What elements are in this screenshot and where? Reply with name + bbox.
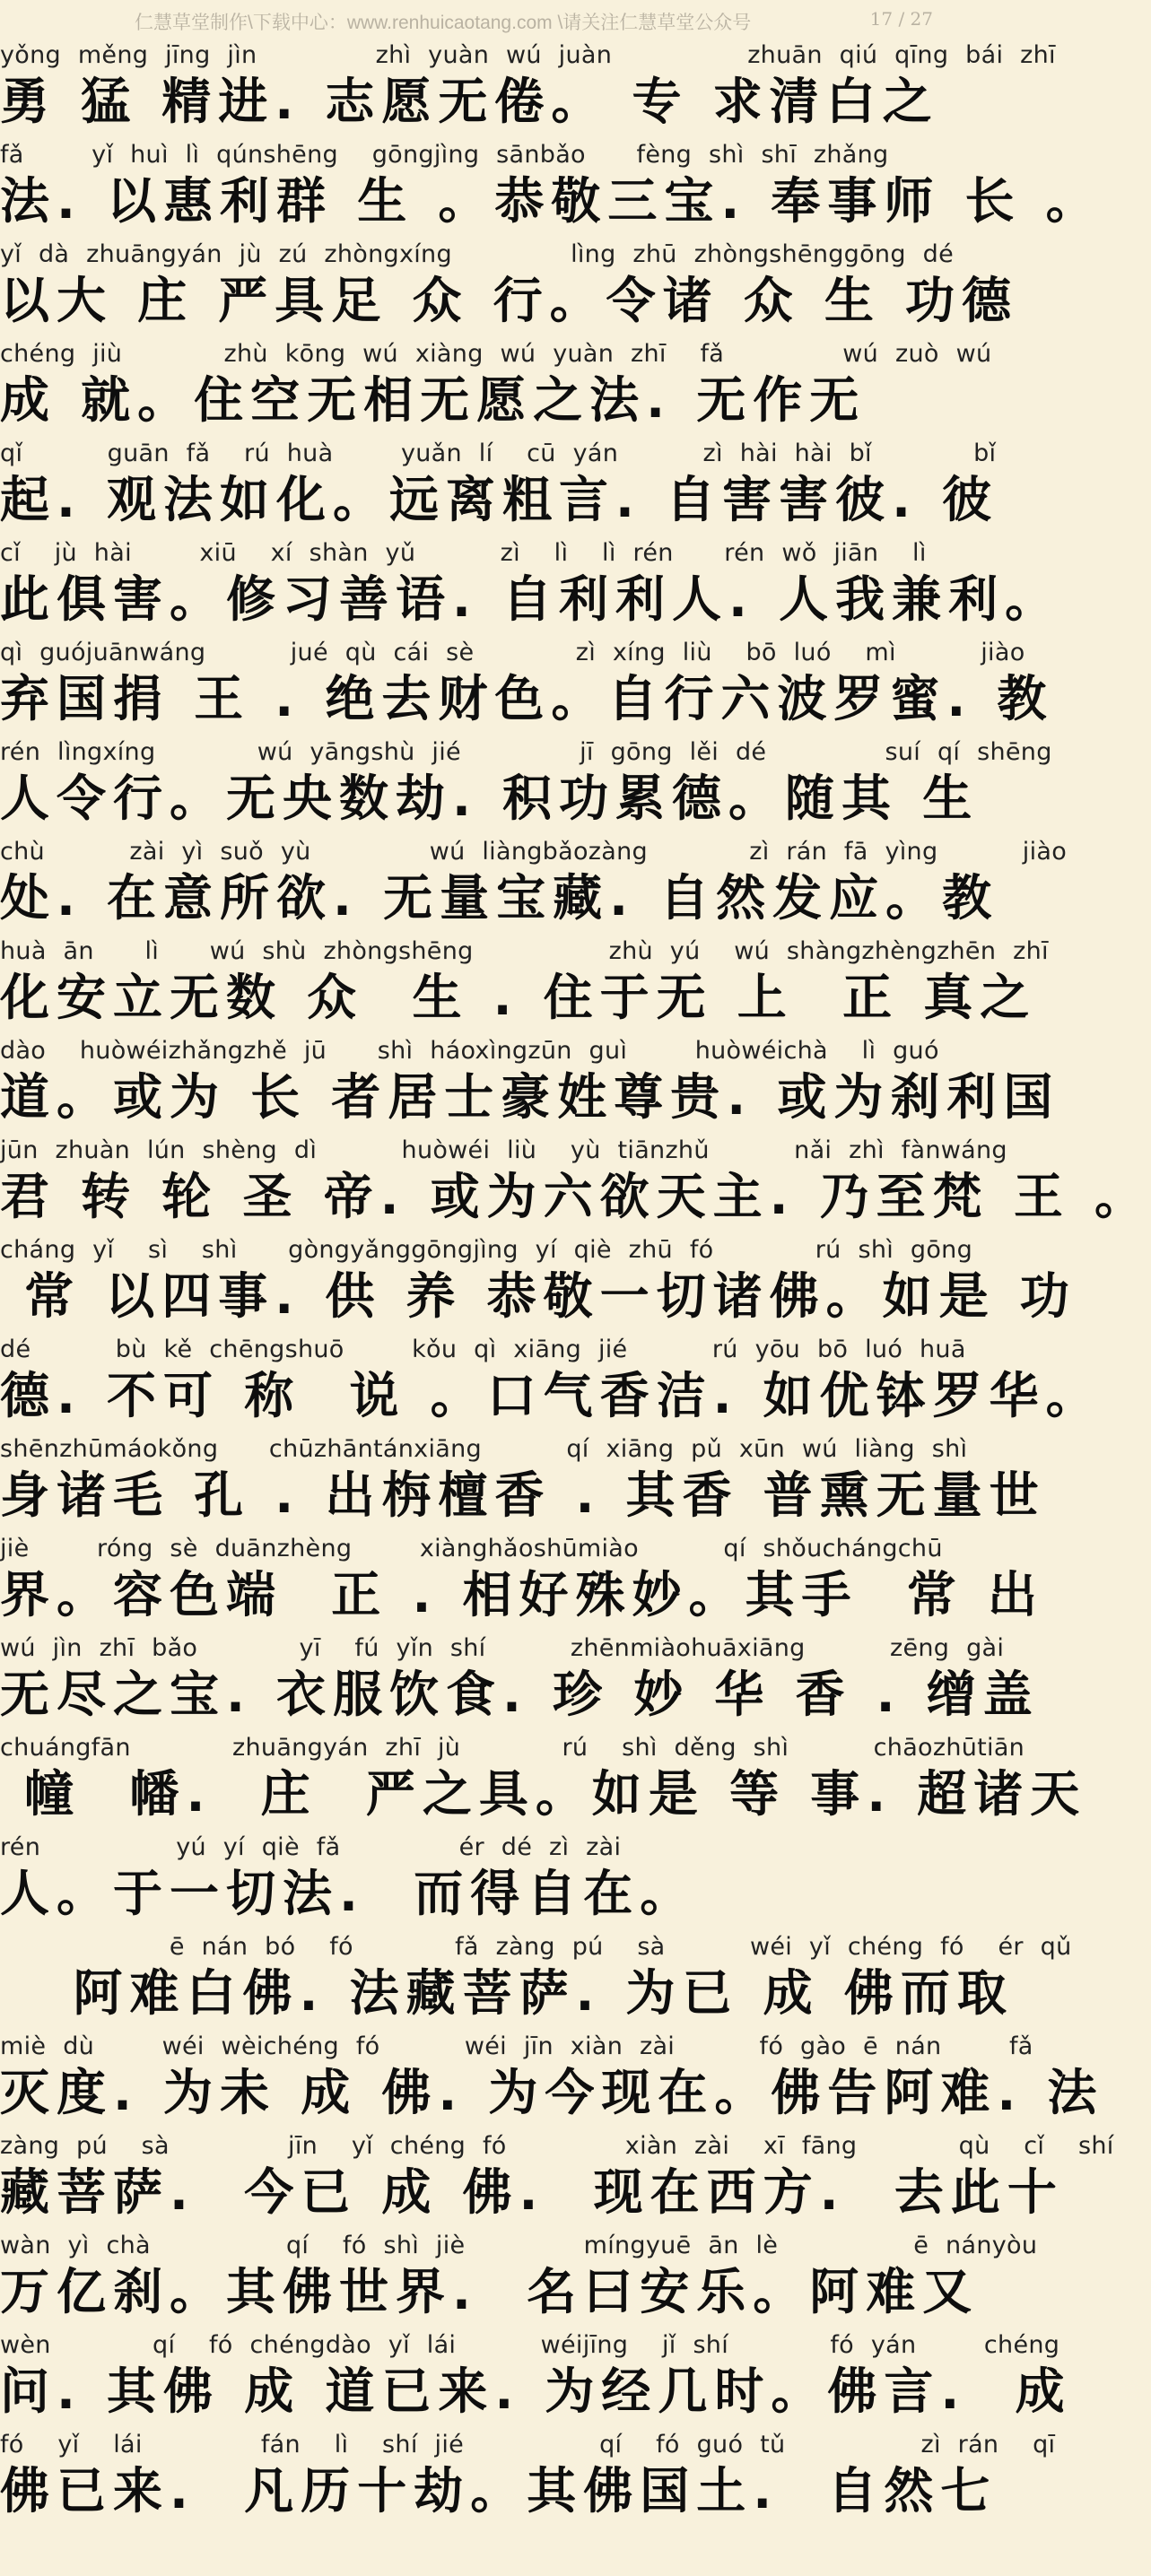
hanzi-line: 人。于一切法. 而得自在。	[0, 1865, 697, 1922]
text-line	[0, 1531, 1044, 1631]
hanzi-line: 法. 以惠利群 生 。恭敬三宝. 奉事师 长 。	[0, 172, 1103, 230]
page-header	[0, 0, 969, 36]
pinyin-line: chuángfān zhuāngyán zhī jù rú shì děng shì chāozhūtiān	[0, 1734, 1025, 1762]
hanzi-line: 勇 猛 精进. 志愿无倦。 专 求清白之	[0, 73, 939, 130]
text-line	[0, 2029, 1104, 2128]
pinyin-line: qì guójuānwáng jué qù cái sè zì xíng liù bō luó mì jiào	[0, 639, 1025, 666]
hanzi-line: 阿难白佛. 法藏菩萨. 为已 成 佛而取	[0, 1964, 1014, 2022]
hanzi-line: 此俱害。修习善语. 自利利人. 人我兼利。	[0, 570, 1062, 628]
text-line	[0, 2228, 1038, 2328]
pinyin-line: jiè róng sè duānzhèng xiànghǎoshūmiào qí shǒuchángchū	[0, 1535, 943, 1562]
pinyin-line: wú jìn zhī bǎo yī fú yǐn shí zhēnmiàohuāxiāng zēng gài	[0, 1634, 1005, 1662]
pinyin-line: cǐ jù hài xiū xí shàn yǔ zì lì lì rén rén wǒ jiān lì	[0, 539, 927, 567]
text-line	[0, 2427, 1056, 2527]
text-line	[0, 934, 1049, 1033]
page-number: 17 / 27	[869, 8, 933, 30]
hanzi-line: 德. 不可 称 说 。口气香洁. 如优钵罗华。	[0, 1367, 1103, 1424]
pinyin-line: dé bù kě chēngshuō kǒu qì xiāng jié rú yōu bō luó huā	[0, 1336, 966, 1363]
pinyin-line: fó yǐ lái fán lì shí jié qí fó guó tǔ zì rán qī	[0, 2431, 1056, 2459]
hanzi-line: 身诸毛 孔 . 出栴檀香 . 其香 普熏无量世	[0, 1466, 1046, 1524]
text-line	[0, 1730, 1087, 1830]
text-line	[0, 735, 1052, 834]
pinyin-line: shēnzhūmáokǒng chūzhāntánxiāng qí xiāng pǔ xūn wú liàng shì	[0, 1435, 968, 1463]
text-line	[0, 436, 999, 535]
pinyin-line: chéng jiù zhù kōng wú xiàng wú yuàn zhī fǎ wú zuò wú	[0, 340, 992, 368]
pinyin-line: rén yú yí qiè fǎ ér dé zì zài	[0, 1833, 622, 1861]
hanzi-line: 无尽之宝. 衣服饮食. 珍 妙 华 香 . 缯盖	[0, 1666, 1040, 1723]
text-line	[0, 2328, 1072, 2427]
pinyin-line: yǐ dà zhuāngyán jù zú zhòngxíng lìng zhū zhòngshēnggōng dé	[0, 240, 955, 268]
text-line	[0, 1232, 1077, 1332]
hanzi-line: 以大 庄 严具足 众 行。令诸 众 生 功德	[0, 272, 1019, 329]
hanzi-line: 处. 在意所欲. 无量宝藏. 自然发应。教	[0, 869, 999, 927]
hanzi-line: 弃国捐 王 . 绝去财色。自行六波罗蜜. 教	[0, 670, 1054, 727]
hanzi-line: 幢 幡. 庄 严之具。如是 等 事. 超诸天	[0, 1765, 1087, 1823]
pinyin-line: huà ān lì wú shù zhòngshēng zhù yú wú shàngzhèngzhēn zhī	[0, 937, 1049, 965]
text-line	[0, 1631, 1040, 1730]
text-line	[0, 38, 1056, 137]
pinyin-line: cháng yǐ sì shì gòngyǎnggōngjìng yí qiè zhū fó rú shì gōng	[0, 1236, 973, 1264]
text-line	[0, 1133, 1151, 1232]
hanzi-line: 化安立无数 众 生 . 住于无 上 正 真之	[0, 969, 1037, 1026]
pinyin-line: jūn zhuàn lún shèng dì huòwéi liù yù tiānzhǔ nǎi zhì fànwáng	[0, 1136, 1007, 1164]
text-line	[0, 1332, 1103, 1432]
text-line	[0, 1432, 1046, 1531]
pinyin-line: wèn qí fó chéngdào yǐ lái wéijīng jǐ shí fó yán chéng	[0, 2331, 1060, 2359]
scripture-text	[0, 38, 1151, 2527]
text-line	[0, 834, 1068, 934]
hanzi-line: 佛已来. 凡历十劫。其佛国土. 自然七	[0, 2462, 998, 2519]
hanzi-line: 起. 观法如化。远离粗言. 自害害彼. 彼	[0, 471, 999, 528]
hanzi-line: 道。或为 长 者居士豪姓尊贵. 或为刹利国	[0, 1068, 1060, 1126]
pinyin-line: fǎ yǐ huì lì qúnshēng gōngjìng sānbǎo fèng shì shī zhǎng	[0, 141, 889, 169]
text-line	[0, 535, 1062, 635]
pinyin-line: chù zài yì suǒ yù wú liàngbǎozàng zì rán fā yìng jiào	[0, 838, 1068, 866]
hanzi-line: 成 就。住空无相无愿之法. 无作无	[0, 371, 867, 429]
pinyin-line: rén lìngxíng wú yāngshù jié jī gōng lěi dé suí qí shēng	[0, 738, 1052, 766]
hanzi-line: 问. 其佛 成 道已来. 为经几时。佛言. 成	[0, 2363, 1072, 2420]
pinyin-line: qǐ guān fǎ rú huà yuǎn lí cū yán zì hài hài bǐ bǐ	[0, 439, 997, 467]
text-line	[0, 137, 1103, 237]
hanzi-line: 万亿刹。其佛世界. 名曰安乐。阿难又	[0, 2263, 980, 2320]
pinyin-line: ē nán bó fó fǎ zàng pú sà wéi yǐ chéng fó ér qǔ	[0, 1933, 1072, 1961]
hanzi-line: 灭度. 为未 成 佛. 为今现在。佛告阿难. 法	[0, 2064, 1104, 2121]
pinyin-line: yǒng měng jīng jìn zhì yuàn wú juàn zhuān qiú qīng bái zhī	[0, 41, 1056, 69]
text-line	[0, 1929, 1072, 2029]
text-line	[0, 2128, 1114, 2228]
text-line	[0, 237, 1019, 336]
hanzi-line: 人令行。无央数劫. 积功累德。随其 生	[0, 770, 980, 827]
hanzi-line: 君 转 轮 圣 帝. 或为六欲天主. 乃至梵 王 。	[0, 1168, 1151, 1225]
text-line	[0, 635, 1054, 735]
pinyin-line: wàn yì chà qí fó shì jiè míngyuē ān lè ē nányòu	[0, 2232, 1038, 2259]
header-source-text: 仁慧草堂制作\下载中心：www.renhuicaotang.com \请关注仁慧草堂公众号	[135, 13, 752, 33]
hanzi-line: 藏菩萨. 今已 成 佛. 现在西方. 去此十	[0, 2163, 1064, 2221]
pinyin-line: zàng pú sà jīn yǐ chéng fó xiàn zài xī fāng qù cǐ shí	[0, 2132, 1114, 2160]
text-line	[0, 336, 992, 436]
pinyin-line: miè dù wéi wèichéng fó wéi jīn xiàn zài fó gào ē nán fǎ	[0, 2032, 1033, 2060]
hanzi-line: 界。容色端 正 . 相好殊妙。其手 常 出	[0, 1566, 1044, 1623]
text-line	[0, 1033, 1060, 1133]
hanzi-line: 常 以四事. 供 养 恭敬一切诸佛。如是 功	[0, 1267, 1077, 1325]
text-line	[0, 1830, 969, 1929]
pinyin-line: dào huòwéizhǎngzhě jū shì háoxìngzūn guì huòwéichà lì guó	[0, 1037, 939, 1065]
